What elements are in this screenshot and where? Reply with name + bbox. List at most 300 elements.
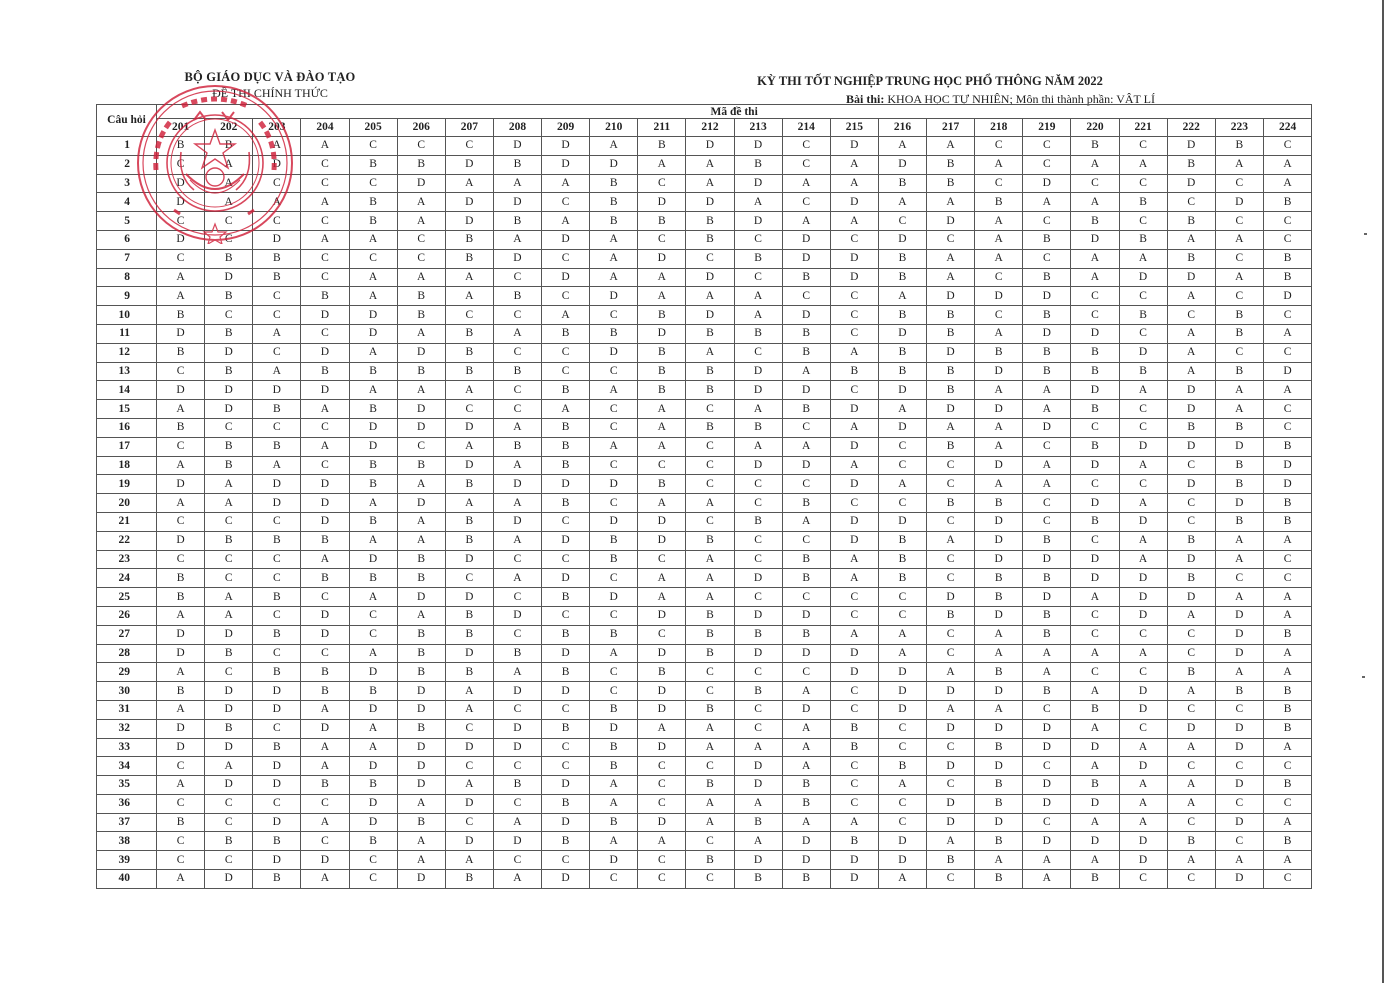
answer-cell: B: [927, 381, 975, 400]
answer-cell: C: [1071, 625, 1119, 644]
answer-cell: B: [975, 738, 1023, 757]
answer-cell: C: [253, 569, 301, 588]
answer-cell: D: [1119, 343, 1167, 362]
answer-cell: B: [590, 700, 638, 719]
answer-cell: A: [975, 475, 1023, 494]
answer-cell: C: [830, 494, 878, 513]
answer-cell: A: [493, 870, 541, 889]
answer-cell: A: [1023, 644, 1071, 663]
answer-cell: D: [830, 663, 878, 682]
answer-cell: C: [1023, 212, 1071, 231]
answer-cell: D: [493, 606, 541, 625]
answer-cell: D: [1119, 268, 1167, 287]
answer-cell: B: [205, 324, 253, 343]
answer-cell: D: [157, 324, 205, 343]
question-number: 31: [97, 700, 157, 719]
exam-code-header: 217: [927, 119, 975, 137]
question-number: 4: [97, 193, 157, 212]
answer-cell: A: [445, 381, 493, 400]
answer-cell: B: [157, 588, 205, 607]
answer-cell: C: [1215, 794, 1263, 813]
answer-cell: A: [493, 531, 541, 550]
answer-cell: A: [1167, 851, 1215, 870]
answer-cell: D: [782, 851, 830, 870]
answer-cell: C: [1119, 719, 1167, 738]
answer-cell: D: [830, 870, 878, 889]
answer-cell: C: [927, 569, 975, 588]
answer-cell: A: [830, 550, 878, 569]
answer-cell: C: [590, 569, 638, 588]
answer-cell: B: [782, 776, 830, 795]
answer-cell: C: [253, 212, 301, 231]
answer-cell: B: [927, 494, 975, 513]
exam-code-header: 202: [205, 119, 253, 137]
answer-cell: D: [1167, 137, 1215, 156]
answer-cell: C: [157, 437, 205, 456]
answer-cell: B: [445, 606, 493, 625]
answer-cell: D: [830, 249, 878, 268]
answer-cell: D: [205, 268, 253, 287]
answer-cell: C: [1263, 343, 1311, 362]
answer-cell: B: [1023, 268, 1071, 287]
answer-cell: C: [397, 249, 445, 268]
exam-code-header: 215: [830, 119, 878, 137]
answer-cell: B: [349, 776, 397, 795]
answer-cell: A: [590, 268, 638, 287]
answer-cell: D: [542, 475, 590, 494]
answer-cell: B: [542, 494, 590, 513]
answer-cell: A: [590, 249, 638, 268]
answer-cell: C: [397, 230, 445, 249]
answer-cell: B: [1119, 230, 1167, 249]
answer-cell: A: [975, 437, 1023, 456]
table-row: [97, 625, 1312, 644]
answer-cell: D: [1071, 550, 1119, 569]
answer-cell: D: [830, 531, 878, 550]
answer-cell: A: [1167, 606, 1215, 625]
answer-cell: D: [349, 700, 397, 719]
answer-cell: D: [493, 738, 541, 757]
answer-cell: B: [1263, 700, 1311, 719]
answer-cell: B: [927, 324, 975, 343]
answer-cell: A: [782, 512, 830, 531]
question-number: 12: [97, 343, 157, 362]
answer-cell: D: [349, 418, 397, 437]
answer-cell: B: [205, 137, 253, 156]
answer-cell: A: [349, 719, 397, 738]
answer-cell: A: [686, 794, 734, 813]
answer-cell: D: [638, 531, 686, 550]
answer-cell: D: [1215, 644, 1263, 663]
answer-cell: D: [782, 644, 830, 663]
answer-cell: D: [445, 738, 493, 757]
answer-cell: B: [542, 832, 590, 851]
answer-cell: B: [1071, 776, 1119, 795]
answer-cell: D: [878, 700, 926, 719]
question-number: 39: [97, 851, 157, 870]
answer-cell: B: [205, 832, 253, 851]
answer-cell: D: [1023, 832, 1071, 851]
answer-cell: B: [1167, 663, 1215, 682]
answer-cell: A: [927, 832, 975, 851]
answer-cell: C: [1023, 700, 1071, 719]
answer-cell: A: [878, 776, 926, 795]
answer-cell: B: [1119, 193, 1167, 212]
answer-cell: D: [1023, 719, 1071, 738]
answer-cell: A: [878, 870, 926, 889]
answer-cell: A: [301, 230, 349, 249]
answer-cell: C: [782, 193, 830, 212]
answer-cell: C: [349, 870, 397, 889]
answer-cell: B: [205, 456, 253, 475]
answer-cell: A: [1023, 475, 1071, 494]
answer-cell: D: [397, 418, 445, 437]
answer-cell: D: [253, 813, 301, 832]
answer-cell: B: [1263, 832, 1311, 851]
answer-cell: B: [1215, 512, 1263, 531]
answer-cell: C: [157, 512, 205, 531]
answer-cell: C: [638, 625, 686, 644]
answer-cell: B: [927, 362, 975, 381]
question-number: 28: [97, 644, 157, 663]
answer-cell: C: [1119, 324, 1167, 343]
table-row: [97, 757, 1312, 776]
answer-cell: C: [734, 588, 782, 607]
answer-cell: A: [686, 550, 734, 569]
answer-cell: D: [301, 625, 349, 644]
answer-cell: D: [1263, 475, 1311, 494]
answer-cell: C: [1263, 569, 1311, 588]
answer-cell: D: [1215, 719, 1263, 738]
answer-cell: D: [1215, 437, 1263, 456]
answer-cell: C: [1215, 174, 1263, 193]
answer-cell: B: [157, 813, 205, 832]
answer-cell: B: [1119, 306, 1167, 325]
question-number: 24: [97, 569, 157, 588]
answer-cell: B: [1263, 494, 1311, 513]
scan-speck: [1362, 676, 1365, 678]
answer-cell: C: [590, 306, 638, 325]
answer-cell: C: [782, 475, 830, 494]
table-row: [97, 531, 1312, 550]
answer-cell: A: [542, 212, 590, 231]
answer-cell: D: [734, 381, 782, 400]
answer-cell: A: [1263, 644, 1311, 663]
answer-cell: C: [686, 249, 734, 268]
answer-cell: C: [1263, 230, 1311, 249]
question-number: 27: [97, 625, 157, 644]
answer-cell: B: [1023, 682, 1071, 701]
subject-prefix: Bài thi:: [846, 92, 885, 106]
table-row: [97, 569, 1312, 588]
answer-cell: B: [686, 625, 734, 644]
answer-cell: C: [1119, 870, 1167, 889]
answer-cell: B: [253, 437, 301, 456]
answer-cell: A: [1023, 851, 1071, 870]
answer-cell: D: [445, 794, 493, 813]
header-left: [140, 70, 400, 101]
answer-cell: C: [157, 757, 205, 776]
answer-cell: B: [1215, 475, 1263, 494]
answer-cell: B: [927, 155, 975, 174]
answer-cell: A: [301, 700, 349, 719]
answer-cell: C: [734, 475, 782, 494]
answer-cell: B: [975, 343, 1023, 362]
answer-cell: A: [301, 437, 349, 456]
answer-cell: A: [1167, 230, 1215, 249]
answer-cell: A: [782, 212, 830, 231]
answer-cell: D: [349, 324, 397, 343]
answer-cell: B: [734, 870, 782, 889]
answer-cell: C: [205, 851, 253, 870]
answer-cell: A: [830, 569, 878, 588]
table-row: [97, 155, 1312, 174]
answer-cell: C: [878, 794, 926, 813]
answer-cell: D: [301, 606, 349, 625]
scan-edge-line: [1382, 0, 1384, 983]
answer-cell: A: [590, 794, 638, 813]
answer-cell: B: [975, 663, 1023, 682]
answer-cell: C: [205, 230, 253, 249]
answer-cell: C: [157, 550, 205, 569]
question-number: 10: [97, 306, 157, 325]
answer-cell: B: [205, 531, 253, 550]
answer-cell: D: [638, 700, 686, 719]
answer-cell: B: [1023, 230, 1071, 249]
answer-cell: D: [253, 776, 301, 795]
answer-cell: B: [157, 418, 205, 437]
answer-cell: A: [1167, 794, 1215, 813]
answer-cell: B: [253, 268, 301, 287]
answer-cell: A: [830, 212, 878, 231]
answer-cell: D: [445, 832, 493, 851]
answer-cell: C: [1167, 813, 1215, 832]
answer-cell: D: [445, 588, 493, 607]
answer-cell: C: [1167, 870, 1215, 889]
answer-cell: A: [927, 700, 975, 719]
exam-code-header: 214: [782, 119, 830, 137]
answer-cell: D: [157, 230, 205, 249]
answer-cell: C: [493, 757, 541, 776]
question-number: 15: [97, 400, 157, 419]
answer-cell: D: [1263, 456, 1311, 475]
answer-cell: A: [1215, 550, 1263, 569]
answer-cell: B: [686, 381, 734, 400]
answer-cell: C: [301, 249, 349, 268]
answer-cell: C: [1263, 212, 1311, 231]
answer-cell: B: [349, 512, 397, 531]
question-number: 29: [97, 663, 157, 682]
answer-cell: A: [205, 606, 253, 625]
answer-cell: D: [927, 287, 975, 306]
answer-cell: B: [301, 287, 349, 306]
answer-cell: A: [638, 494, 686, 513]
answer-cell: C: [542, 343, 590, 362]
answer-cell: D: [782, 606, 830, 625]
answer-cell: D: [542, 531, 590, 550]
answer-cell: A: [878, 193, 926, 212]
answer-cell: B: [1071, 437, 1119, 456]
answer-cell: D: [927, 813, 975, 832]
answer-cell: B: [253, 738, 301, 757]
answer-cell: D: [975, 757, 1023, 776]
answer-cell: C: [349, 174, 397, 193]
answer-cell: D: [830, 137, 878, 156]
answer-cell: D: [1119, 757, 1167, 776]
answer-cell: B: [1023, 343, 1071, 362]
answer-cell: D: [878, 324, 926, 343]
answer-cell: A: [301, 738, 349, 757]
answer-cell: D: [253, 682, 301, 701]
answer-cell: C: [493, 794, 541, 813]
answer-cell: C: [878, 719, 926, 738]
answer-cell: D: [975, 456, 1023, 475]
exam-code-header: 209: [542, 119, 590, 137]
answer-cell: B: [1167, 418, 1215, 437]
answer-cell: A: [927, 193, 975, 212]
table-row: [97, 137, 1312, 156]
answer-cell: D: [686, 306, 734, 325]
question-number: 16: [97, 418, 157, 437]
answer-cell: A: [927, 663, 975, 682]
answer-cell: A: [493, 813, 541, 832]
answer-cell: C: [205, 813, 253, 832]
answer-cell: A: [1023, 456, 1071, 475]
answer-cell: D: [734, 174, 782, 193]
answer-cell: D: [301, 494, 349, 513]
question-number: 9: [97, 287, 157, 306]
answer-cell: B: [782, 550, 830, 569]
answer-cell: B: [349, 155, 397, 174]
question-number: 26: [97, 606, 157, 625]
answer-cell: C: [1023, 137, 1071, 156]
answer-cell: B: [253, 625, 301, 644]
answer-cell: C: [205, 794, 253, 813]
exam-code-header: 206: [397, 119, 445, 137]
answer-cell: D: [397, 682, 445, 701]
answer-cell: B: [205, 249, 253, 268]
answer-cell: B: [590, 212, 638, 231]
answer-cell: D: [445, 644, 493, 663]
answer-cell: D: [205, 776, 253, 795]
answer-cell: B: [638, 475, 686, 494]
answer-cell: B: [638, 362, 686, 381]
answer-cell: D: [1071, 738, 1119, 757]
answer-cell: D: [686, 193, 734, 212]
answer-cell: D: [1167, 400, 1215, 419]
answer-cell: B: [253, 400, 301, 419]
table-row: [97, 851, 1312, 870]
answer-cell: C: [493, 550, 541, 569]
answer-cell: C: [927, 456, 975, 475]
answer-cell: D: [927, 719, 975, 738]
answer-cell: A: [590, 776, 638, 795]
answer-cell: C: [1119, 174, 1167, 193]
answer-cell: B: [878, 531, 926, 550]
answer-cell: C: [301, 832, 349, 851]
answer-cell: A: [1023, 663, 1071, 682]
answer-cell: A: [927, 268, 975, 287]
answer-cell: D: [157, 174, 205, 193]
answer-cell: C: [1167, 700, 1215, 719]
answer-cell: C: [590, 418, 638, 437]
answer-cell: B: [493, 437, 541, 456]
answer-cell: A: [1071, 813, 1119, 832]
answer-cell: C: [253, 512, 301, 531]
answer-cell: B: [445, 343, 493, 362]
answer-cell: C: [542, 362, 590, 381]
exam-code-header: 221: [1119, 119, 1167, 137]
answer-cell: B: [445, 324, 493, 343]
answer-cell: B: [878, 306, 926, 325]
answer-cell: C: [782, 588, 830, 607]
table-row: [97, 588, 1312, 607]
answer-cell: C: [542, 193, 590, 212]
answer-cell: A: [638, 268, 686, 287]
answer-cell: C: [1167, 757, 1215, 776]
table-row: [97, 663, 1312, 682]
question-number: 21: [97, 512, 157, 531]
answer-cell: B: [782, 268, 830, 287]
answer-cell: D: [830, 268, 878, 287]
answer-cell: C: [349, 137, 397, 156]
answer-cell: D: [1167, 381, 1215, 400]
answer-cell: B: [830, 719, 878, 738]
answer-cell: B: [205, 644, 253, 663]
answer-cell: C: [301, 268, 349, 287]
question-number: 25: [97, 588, 157, 607]
answer-cell: B: [1263, 776, 1311, 795]
answer-cell: C: [1215, 287, 1263, 306]
answer-cell: B: [205, 437, 253, 456]
answer-cell: C: [830, 324, 878, 343]
answer-cell: C: [493, 851, 541, 870]
answer-cell: A: [734, 832, 782, 851]
answer-cell: A: [1215, 663, 1263, 682]
answer-cell: B: [686, 230, 734, 249]
answer-cell: B: [397, 813, 445, 832]
answer-cell: B: [445, 230, 493, 249]
answer-cell: D: [1023, 418, 1071, 437]
answer-cell: C: [590, 663, 638, 682]
answer-cell: C: [734, 719, 782, 738]
answer-cell: A: [397, 512, 445, 531]
answer-cell: A: [397, 606, 445, 625]
answer-cell: D: [1215, 776, 1263, 795]
answer-cell: A: [638, 719, 686, 738]
answer-cell: A: [878, 137, 926, 156]
answer-cell: B: [542, 719, 590, 738]
answer-cell: D: [734, 851, 782, 870]
answer-cell: B: [590, 324, 638, 343]
answer-cell: C: [157, 155, 205, 174]
answer-cell: A: [1071, 193, 1119, 212]
answer-cell: D: [349, 437, 397, 456]
table-row: [97, 343, 1312, 362]
answer-cell: C: [1215, 700, 1263, 719]
answer-cell: D: [782, 306, 830, 325]
answer-cell: C: [975, 268, 1023, 287]
answer-cell: D: [542, 268, 590, 287]
answer-cell: A: [782, 813, 830, 832]
exam-code-header: 203: [253, 119, 301, 137]
answer-cell: C: [1215, 757, 1263, 776]
answer-cell: D: [253, 494, 301, 513]
answer-cell: A: [734, 306, 782, 325]
answer-cell: B: [397, 625, 445, 644]
answer-cell: C: [734, 550, 782, 569]
question-number: 6: [97, 230, 157, 249]
